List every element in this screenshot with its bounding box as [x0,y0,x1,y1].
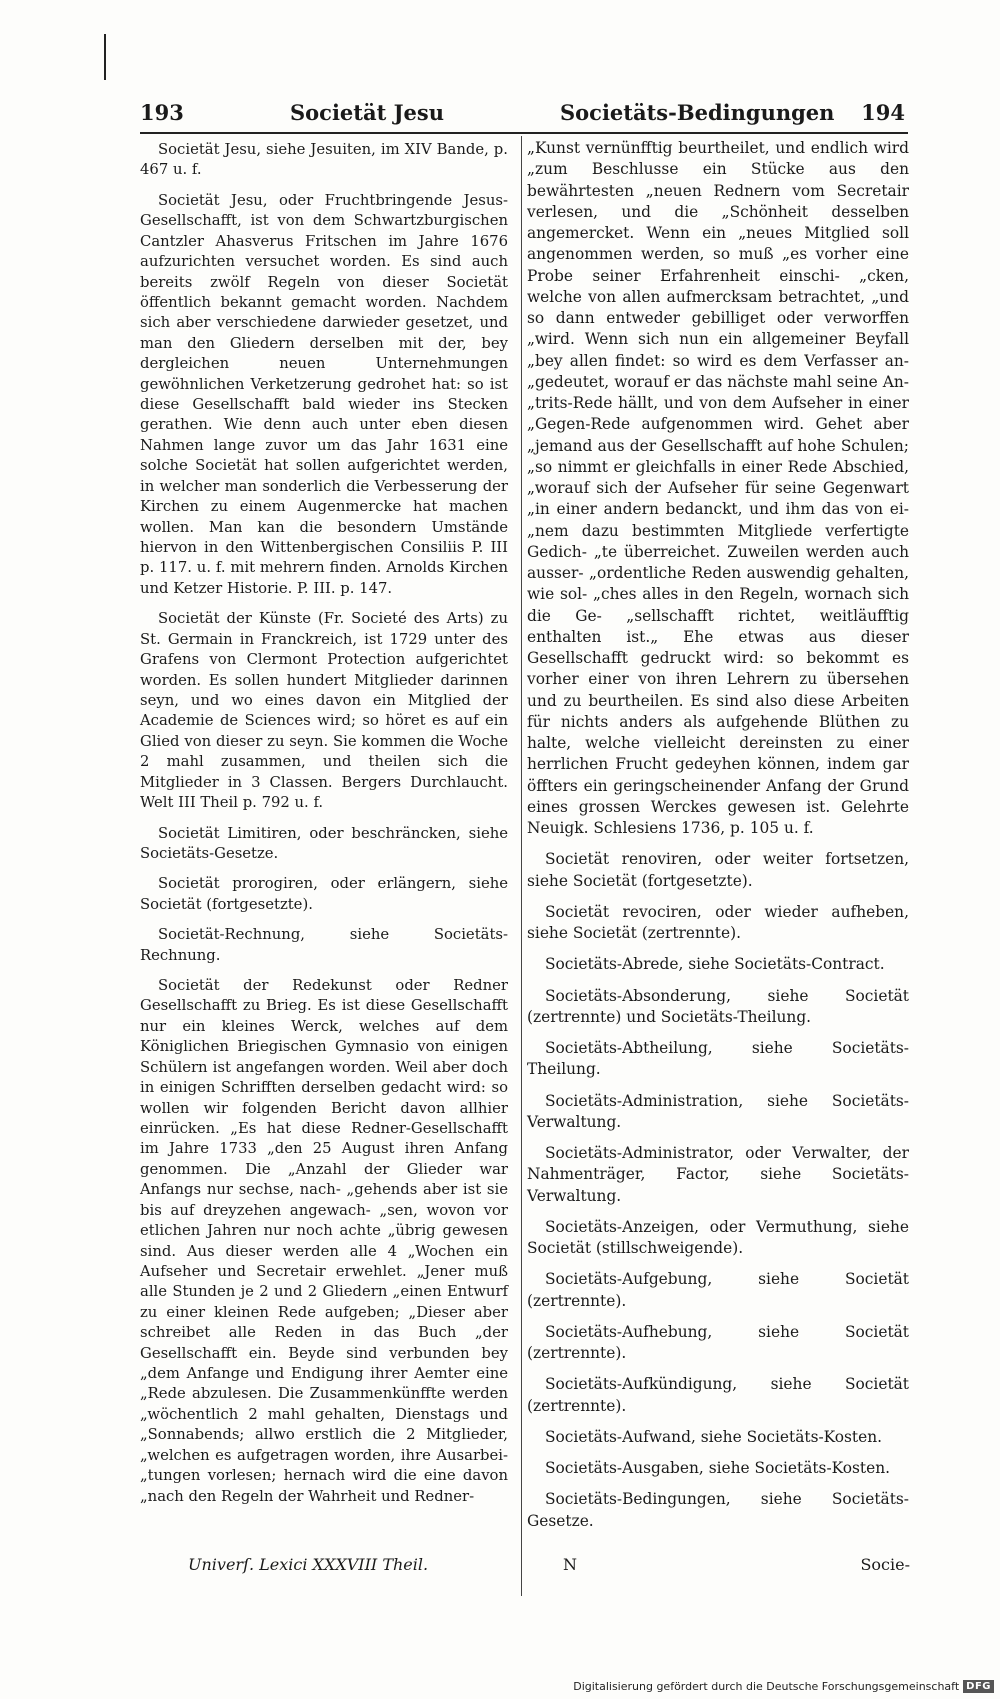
dfg-logo: DFG [963,1680,994,1693]
signature-mark: N [563,1555,577,1574]
right-running-title: Societäts-Bedingungen [560,100,835,125]
entry-societat-jesu-jesuiten: Societät Jesu, siehe Jesuiten, im XIV Bande, p. 467 u. f. [140,141,508,179]
entry-societat-limitiren: Societät Limitiren, oder beschräncken, siehe Societäts-Gesetze. [140,824,508,862]
entry-societats-absonderung: Societäts-Absonderung, siehe Societät (zertrennte) und Societäts-Theilung. [527,986,909,1026]
entry-societats-administration: Societäts-Administration, siehe Societäts-Verwaltung. [527,1091,909,1131]
entry-societats-abtheilung: Societäts-Abtheilung, siehe Societäts-Theilung. [527,1039,909,1079]
left-column [140,140,508,1517]
entry-societat-renoviren: Societät renoviren, oder weiter fortsetzen, siehe Societät (fortgesetzte). [527,850,909,890]
right-page-number: 194 [861,100,905,125]
entry-societats-anzeigen: Societäts-Anzeigen, oder Vermuthung, siehe Societät (stillschweigende). [527,1217,909,1257]
entry-societats-administrator: Societäts-Administrator, oder Verwalter, der Nahmenträger, Factor, siehe Societäts-Verwaltung. [527,1144,909,1205]
entry-societats-ausgaben: Societäts-Ausgaben, siehe Societäts-Kosten. [545,1459,891,1477]
credit-text: Digitalisierung gefördert durch die Deutsche Forschungsgemeinschaft [573,1680,960,1693]
entry-redekunst-continued: „Kunst vernünfftig beurtheilet, und endlich wird „zum Beschlusse ein Stücke aus den bewährtesten „neuen Rednern vom Secretair verlesen, und die „Schönheit desselben angemercket. Wenn ein „neues Mitglied soll angenommen werden, so muß „es vorher eine Probe seiner Erfahrenheit einschi- „cken, welche von allen aufmercksam betrachtet, „und so dann entweder gebilliget oder verworffen „wird. Wenn sich nun ein allgemeiner Beyfall „bey allen findet: so wird es dem Verfasser an- „gedeutet, worauf er das nächste mahl seine An- „trits-Rede hällt, und von dem Aufseher in einer „Gegen-Rede aufgenommen wird. Gehet aber „jemand aus der Gesellschafft auf hohe Schulen; „so nimmt er gleichfalls in einer Rede Abschied, „worauf sich der Aufseher für seine Gegenwart „in einer andern bedanckt, und ihm das von ei- „nem dazu bestimmten Mitgliede verfertigte Gedich- „te überreichet. Zuweilen werden auch ausser- „ordentliche Reden auswendig gehalten, wie sol- „ches alles in den Regeln, wornach sich die Ge- „sellschafft richtet, weitläufftig enthalten ist.„ Ehe etwas aus dieser Gesellschafft gedruckt wird: so bekommt es vorher einer von ihren Lehrern zu übersehen und zu beurtheilen. Es sind also diese Arbeiten für nichts anders als aufgehende Blüthen zu halte, welche vielleicht dereinsten zu einer herrlichen Frucht gedeyhen können, indem gar öffters ein geringscheinender Anfang der Grund eines grossen Werckes gewesen ist. Gelehrte Neuigk. Schlesiens 1736, p. 105 u. f. [527,139,909,837]
margin-mark [104,34,106,80]
left-page-number: 193 [140,100,184,125]
right-column [527,138,909,1542]
entry-societats-aufhebung: Societäts-Aufhebung, siehe Societät (zertrennte). [527,1322,909,1362]
entry-societats-abrede: Societäts-Abrede, siehe Societäts-Contract. [545,955,885,974]
volume-signature: Univerſ. Lexici XXXVIII Theil. [188,1555,429,1574]
entry-societats-aufgebung: Societäts-Aufgebung, siehe Societät (zertrennte). [527,1270,909,1310]
digitization-credit [573,1680,994,1693]
entry-societats-bedingungen: Societäts-Bedingungen, siehe Societäts-Gesetze. [527,1490,909,1530]
entry-societat-prorogiren: Societät prorogiren, oder erlängern, siehe Societät (fortgesetzte). [140,875,508,913]
running-head [140,100,905,134]
left-running-title: Societät Jesu [290,100,445,125]
catchword: Socie- [860,1555,910,1574]
column-divider [521,136,522,1596]
entry-societat-der-kunste: Societät der Künste (Fr. Societé des Arts) zu St. Germain in Franckreich, ist 1729 unter des Grafens von Clermont Protection aufgerichtet worden. Es sollen hundert Mitglieder darinnen seyn, und wo eines davon ein Mitglied der Academie de Sciences wird; so höret es auf ein Glied von dieser zu seyn. Sie kommen die Woche 2 mahl zusammen, und theilen sich die Mitglieder in 3 Classen. Bergers Durchlaucht. Welt III Theil p. 792 u. f. [140,610,508,812]
entry-societats-aufwand: Societäts-Aufwand, siehe Societäts-Kosten. [545,1427,883,1446]
entry-societat-revociren: Societät revociren, oder wieder aufheben, siehe Societät (zertrennte). [527,902,909,942]
entry-societat-der-redekunst: Societät der Redekunst oder Redner Gesellschafft zu Brieg. Es ist diese Gesellschafft nur ein kleines Werck, welches auf dem Königlichen Briegischen Gymnasio von einigen Schülern ist angefangen worden. Weil aber doch in einigen Schrifften derselben gedacht wird: so wollen wir folgenden Bericht davon allhier einrücken. „Es hat diese Redner-Gesellschafft im Jahre 1733 „den 25 August ihren Anfang genommen. Die „Anzahl der Glieder war Anfangs nur sechse, nach- „gehends aber ist sie bis auf dreyzehen angewach- „sen, wovon vor etlichen Jahren nur noch achte „übrig gewesen sind. Aus dieser werden alle 4 „Wochen ein Aufseher und Secretair erwehlet. „Jener muß alle Stunden je 2 und 2 Gliedern „einen Entwurf zu einer kleinen Rede aufgeben; „Dieser aber schreibet alle Reden in das Buch „der Gesellschafft ein. Beyde sind verbunden bey „dem Anfange und Endigung ihrer Aemter eine „Rede abzulesen. Die Zusammenkünffte werden „wöchentlich 2 mahl gehalten, Dienstags und „Sonnabends; allwo erstlich die 2 Mitglieder, „welchen es aufgetragen worden, ihre Ausarbei- „tungen vorlesen; hernach wird die eine davon „nach den Regeln der Wahrheit und Redner- [140,977,508,1505]
entry-societats-aufkundigung: Societäts-Aufkündigung, siehe Societät (zertrennte). [527,1375,909,1415]
entry-societat-jesu-fruchtbringende: Societät Jesu, oder Fruchtbringende Jesus-Gesellschafft, ist von dem Schwartzburgischen Cantzler Ahasverus Fritschen im Jahre 1676 aufzurichten versuchet worden. Es sind auch bereits zwölf Regeln von dieser Societät öffentlich bekannt gemacht worden. Nachdem sich aber verschiedene darwieder gesetzet, und man den Gliedern derselben mit der, bey dergleichen neuen Unternehmungen gewöhnlichen Verketzerung gedrohet hat: so ist diese Gesellschafft bald wieder ins Stecken gerathen. Wie denn auch unter eben diesen Nahmen lange zuvor um das Jahr 1631 eine solche Societät hat sollen aufgerichtet werden, in welcher man sonderlich die Verbesserung der Kirchen zu einem Augenmercke hat machen wollen. Man kan die besondern Umstände hiervon in den Wittenbergischen Consiliis P. III p. 117. u. f. mit mehrern finden. Arnolds Kirchen und Ketzer Historie. P. III. p. 147. [140,191,508,597]
header-rule [140,132,908,134]
entry-societat-rechnung: Societät-Rechnung, siehe Societäts-Rechnung. [140,926,508,964]
page-footer [140,1555,910,1581]
